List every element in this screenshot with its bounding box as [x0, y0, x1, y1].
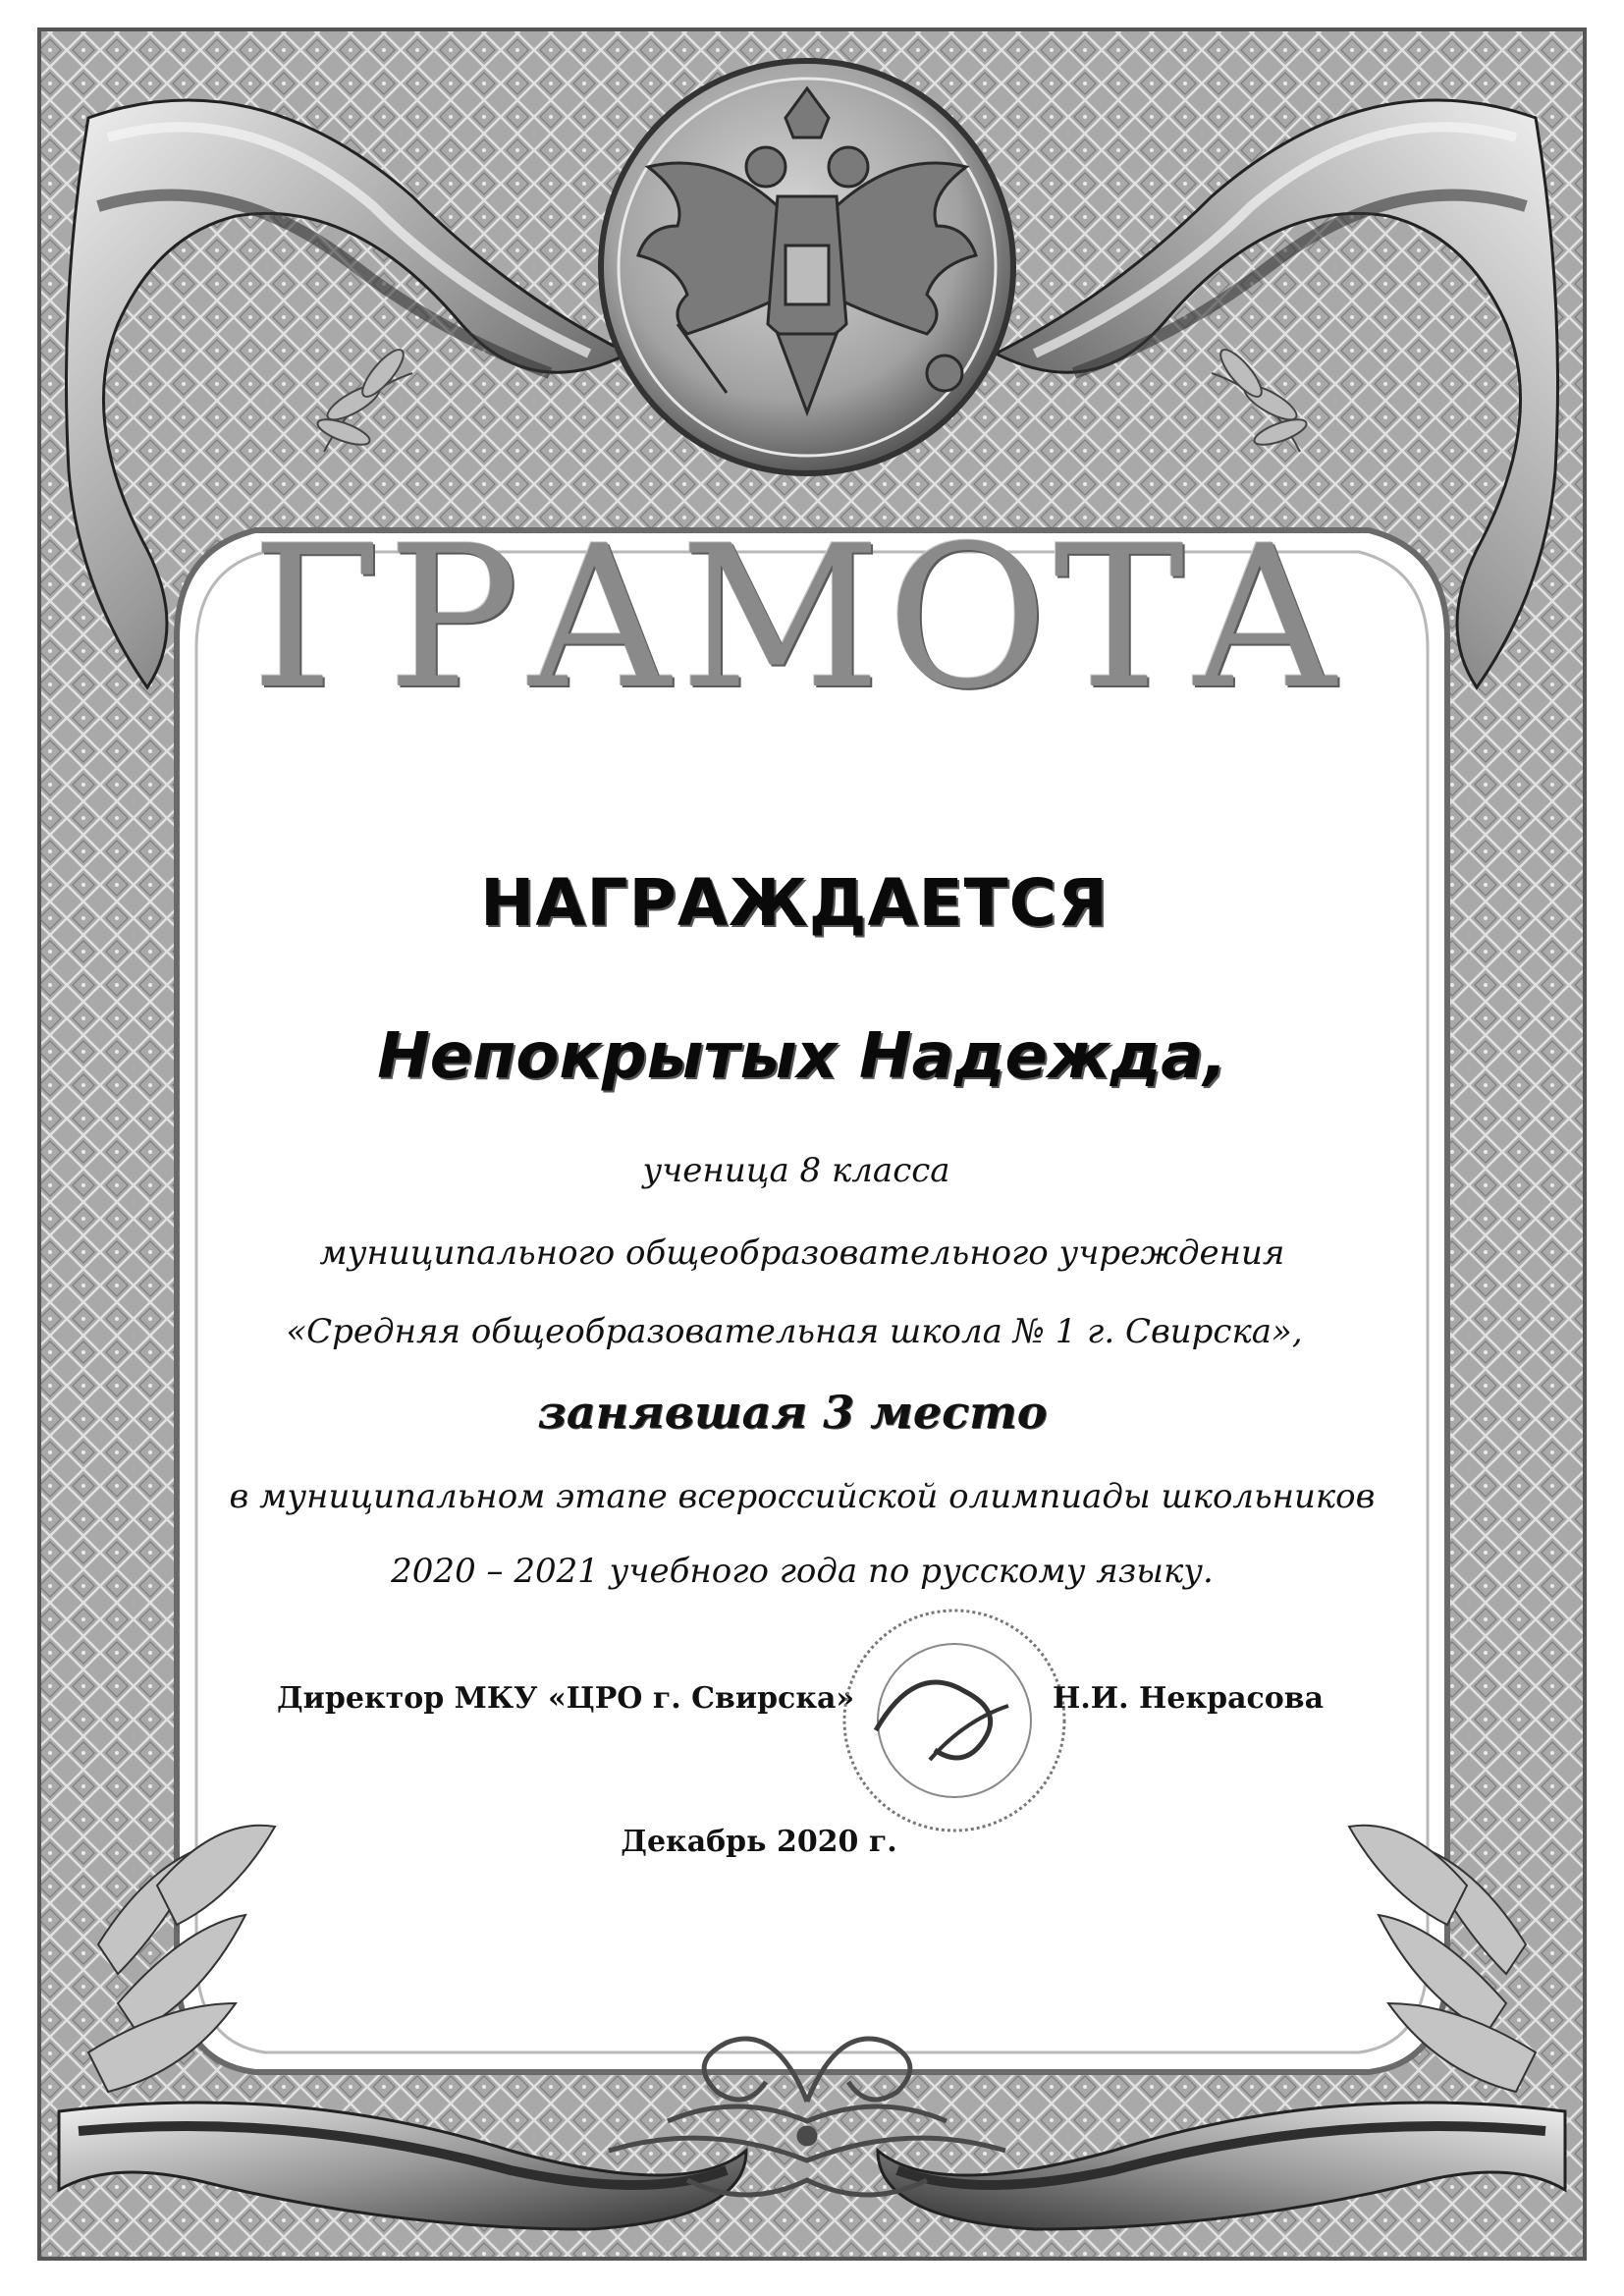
official-stamp	[837, 1603, 1072, 1838]
signature-scribble	[876, 1682, 991, 1758]
achievement-line: занявшая 3 место	[537, 1386, 1048, 1439]
description-line: муниципального общеобразовательного учреждения	[319, 1233, 1285, 1273]
recipient-name: Непокрытых Надежда,	[377, 1020, 1227, 1093]
awarded-label: НАГРАЖДАЕТСЯ	[480, 865, 1109, 941]
event-line: в муниципальном этапе всероссийской олимпиады школьников	[229, 1477, 1376, 1516]
double-headed-eagle-icon	[601, 61, 1013, 473]
certificate-title: ГРАМОТА	[250, 504, 1346, 733]
issue-date: Декабрь 2020 г.	[621, 1825, 897, 1859]
description-line: ученица 8 класса	[642, 1151, 950, 1190]
event-line: 2020 – 2021 учебного года по русскому языку.	[391, 1552, 1214, 1591]
description-line: «Средняя общеобразовательная школа № 1 г. Свирска»,	[286, 1312, 1303, 1351]
signatory-title: Директор МКУ «ЦРО г. Свирска»	[277, 1681, 855, 1716]
signatory-name: Н.И. Некрасова	[1053, 1681, 1325, 1716]
